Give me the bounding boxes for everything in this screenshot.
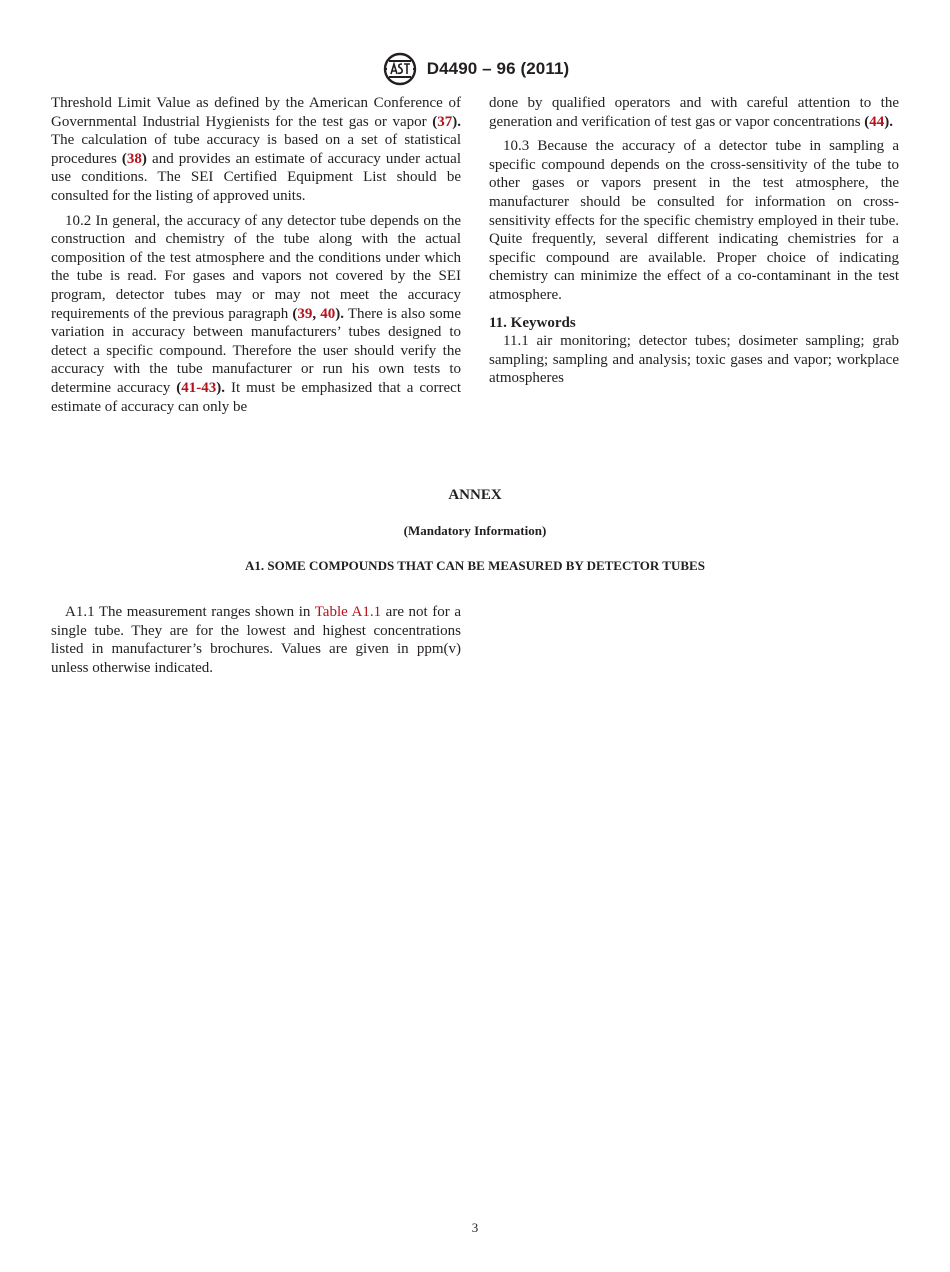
section-heading-keywords: 11. Keywords	[489, 314, 576, 331]
paragraph-11-1: 11.1 air monitoring; detector tubes; dosimeter sampling; grab sampling; sampling and analysis; toxic gases and vapor; workplace atmospheres	[489, 333, 899, 387]
annex-subtitle: (Mandatory Information)	[403, 523, 547, 538]
reference-link[interactable]: 40	[320, 305, 336, 322]
astm-logo-icon	[381, 52, 419, 86]
paragraph-10-2-continued: done by qualified operators and with careful attention to the generation and verification of test gas or vapor concentrations (44).	[489, 95, 899, 130]
paragraph-10-3: 10.3 Because the accuracy of a detector tube in sampling a specific compound depends on the cross-sensitivity of the tube to other gases or vapors present in the test atmosphere, the manufacturer should be consulted for information on cross-sensitivity effects for the specific chemistry employed in their tube. Quite frequently, several different indicating chemistries for a specific compound are available. Proper choice of indicating chemistry can minimize the effect of a co-contaminant in the test atmosphere.	[489, 138, 899, 303]
document-designation: D4490 – 96 (2011)	[426, 59, 570, 78]
left-column	[51, 94, 461, 416]
annex-title: ANNEX	[448, 487, 502, 503]
page-number: 3	[471, 1220, 479, 1235]
reference-link[interactable]: 37	[437, 113, 453, 130]
page-header	[0, 52, 950, 86]
reference-link[interactable]: 39	[297, 305, 313, 322]
reference-link[interactable]: 44	[869, 113, 885, 130]
annex-a1-title: A1. SOME COMPOUNDS THAT CAN BE MEASURED BY DETECTOR TUBES	[245, 558, 705, 573]
paragraph-10-1-continued: Threshold Limit Value as defined by the American Conference of Governmental Industrial Hygienists for the test gas or vapor (37). The calculation of tube accuracy is based on a set of statistical procedures (38) and provides an estimate of accuracy under actual use conditions. The SEI Certified Equipment List should be consulted for the listing of approved units.	[51, 95, 461, 204]
reference-link[interactable]: 41-43	[181, 379, 217, 396]
reference-link[interactable]: 38	[126, 150, 142, 167]
paragraph-10-2: 10.2 In general, the accuracy of any detector tube depends on the construction and chemistry of the tube along with the actual composition of the test atmosphere and the conditions under which the tube is read. For gases and vapors not covered by the SEI program, detector tubes may or may not meet the accuracy requirements of the previous paragraph (39, 40). There is also some variation in accuracy between manufacturers’ tubes designed to detect a specific compound. Therefore the user should verify the accuracy with the tube manufacturer or run his own tests to determine accuracy (41-43). It must be emphasized that a correct estimate of accuracy can only be	[51, 212, 461, 415]
paragraph-a1-1: A1.1 The measurement ranges shown in Table A1.1 are not for a single tube. They are for the lowest and highest concentrations listed in manufacturer’s brochures. Values are given in ppm(v) unless otherwise indicated.	[51, 604, 461, 676]
right-column	[489, 94, 899, 388]
table-a1-1-link[interactable]: Table A1.1	[314, 604, 382, 620]
